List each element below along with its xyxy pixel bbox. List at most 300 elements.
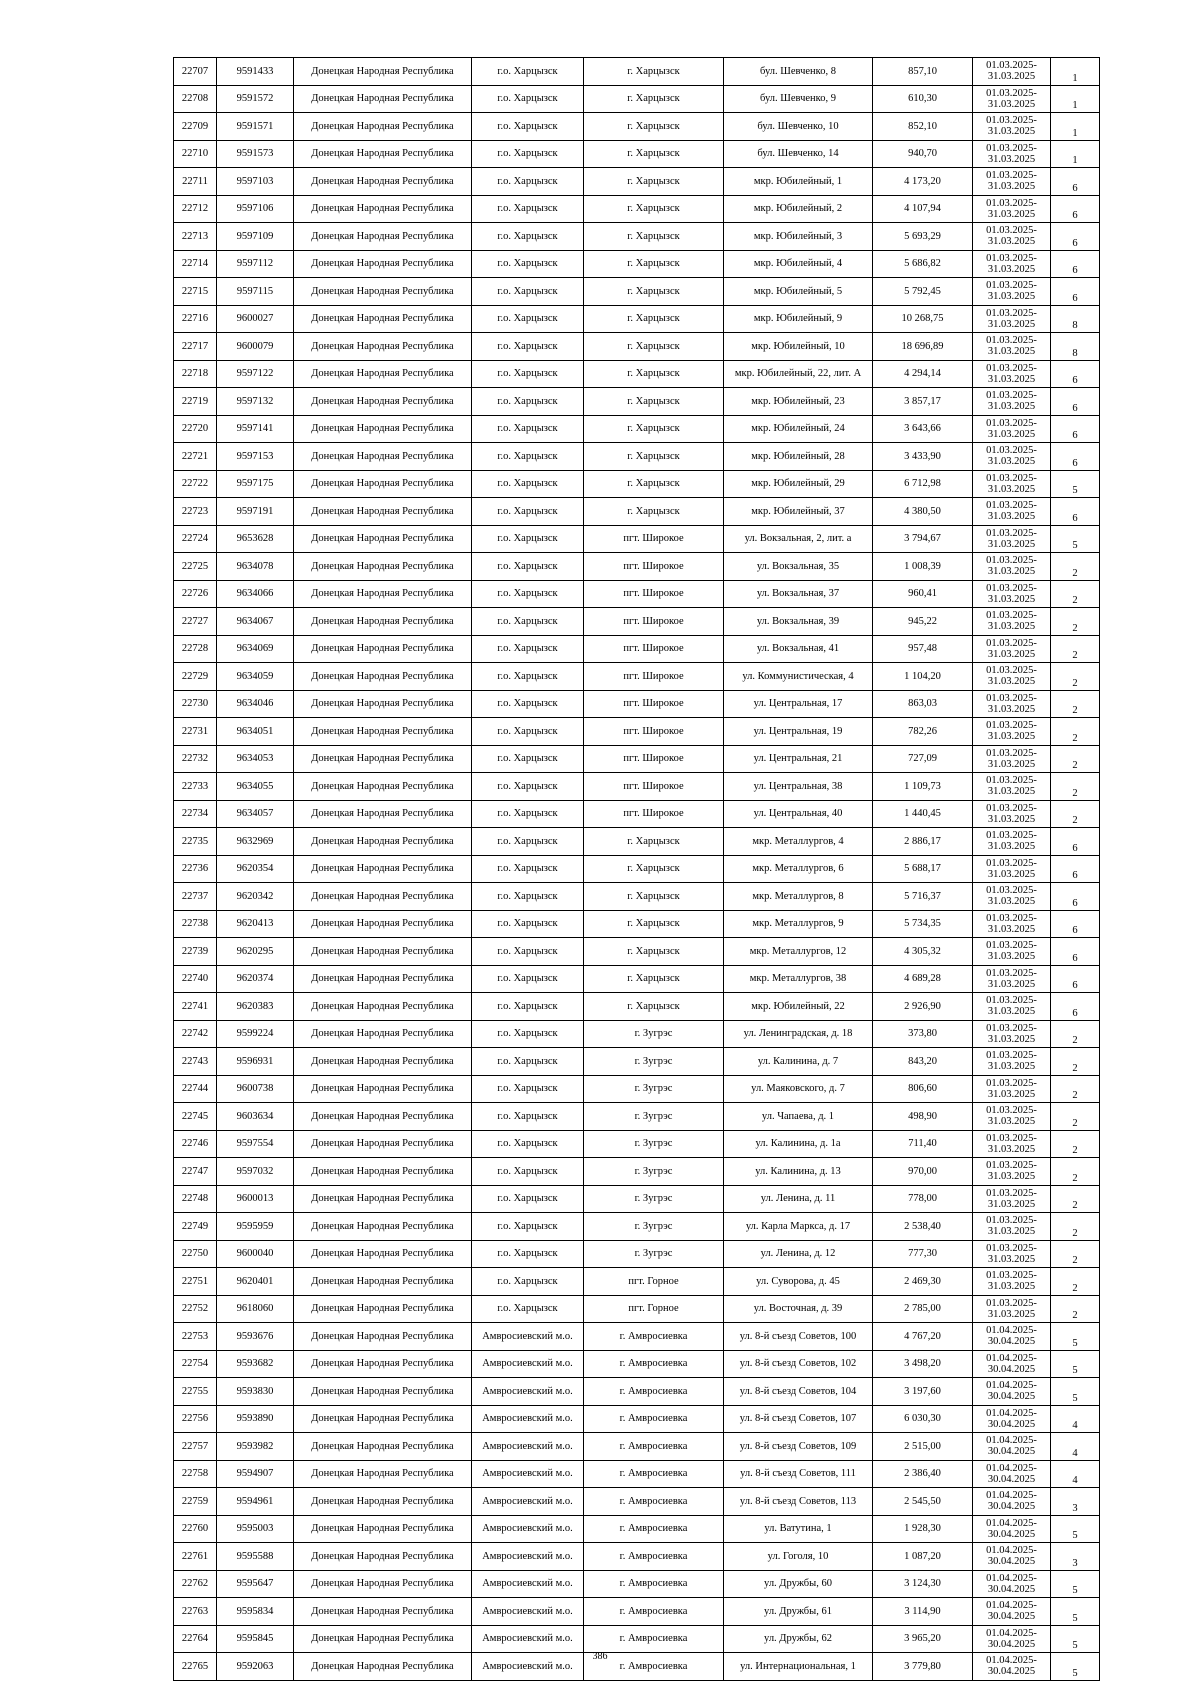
district-cell: г.о. Харцызск (472, 140, 584, 168)
region-cell: Донецкая Народная Республика (294, 1625, 472, 1653)
count-cell: 6 (1051, 993, 1100, 1021)
region-cell: Донецкая Народная Республика (294, 828, 472, 856)
period-cell (973, 223, 1051, 251)
region-cell: Донецкая Народная Республика (294, 800, 472, 828)
count-cell: 2 (1051, 1020, 1100, 1048)
count-cell: 5 (1051, 470, 1100, 498)
period-start: 01.04.2025- (986, 1462, 1037, 1474)
row-number-cell: 22729 (174, 663, 217, 691)
settlement-cell: г. Амвросиевка (584, 1543, 724, 1571)
period-start: 01.03.2025- (986, 995, 1037, 1007)
district-cell: г.о. Харцызск (472, 1185, 584, 1213)
count-cell: 2 (1051, 553, 1100, 581)
address-cell: мкр. Юбилейный, 37 (724, 498, 873, 526)
area-cell: 970,00 (873, 1158, 973, 1186)
region-cell: Донецкая Народная Республика (294, 1020, 472, 1048)
period-start: 01.03.2025- (986, 280, 1037, 292)
row-number-cell: 22751 (174, 1268, 217, 1296)
address-cell: мкр. Юбилейный, 1 (724, 168, 873, 196)
object-code-cell: 9593982 (217, 1433, 294, 1461)
object-code-cell: 9591571 (217, 113, 294, 141)
period-cell (973, 690, 1051, 718)
address-cell: мкр. Металлургов, 12 (724, 938, 873, 966)
district-cell: г.о. Харцызск (472, 333, 584, 361)
settlement-cell: пгт. Широкое (584, 718, 724, 746)
object-code-cell: 9597554 (217, 1130, 294, 1158)
region-cell: Донецкая Народная Республика (294, 718, 472, 746)
row-number-cell: 22740 (174, 965, 217, 993)
count-cell: 5 (1051, 1653, 1100, 1681)
period-cell (973, 1103, 1051, 1131)
period-end: 31.03.2025 (987, 1143, 1036, 1155)
object-code-cell: 9597122 (217, 360, 294, 388)
table-row (174, 718, 1100, 746)
period-cell (973, 1625, 1051, 1653)
period-end: 30.04.2025 (987, 1556, 1036, 1568)
period-end: 31.03.2025 (987, 318, 1036, 330)
period-end: 31.03.2025 (987, 703, 1036, 715)
period-start: 01.03.2025- (986, 1187, 1037, 1199)
district-cell: Амвросиевский м.о. (472, 1625, 584, 1653)
district-cell: г.о. Харцызск (472, 113, 584, 141)
region-cell: Донецкая Народная Республика (294, 498, 472, 526)
period-start: 01.03.2025- (986, 307, 1037, 319)
address-cell: мкр. Юбилейный, 3 (724, 223, 873, 251)
period-end: 31.03.2025 (987, 676, 1036, 688)
district-cell: г.о. Харцызск (472, 415, 584, 443)
period-cell (973, 1323, 1051, 1351)
settlement-cell: пгт. Широкое (584, 635, 724, 663)
table-row (174, 195, 1100, 223)
period-start: 01.04.2025- (986, 1435, 1037, 1447)
count-cell: 6 (1051, 168, 1100, 196)
address-cell: ул. Центральная, 38 (724, 773, 873, 801)
area-cell: 6 030,30 (873, 1405, 973, 1433)
district-cell: г.о. Харцызск (472, 1295, 584, 1323)
district-cell: г.о. Харцызск (472, 278, 584, 306)
row-number-cell: 22756 (174, 1405, 217, 1433)
settlement-cell: г. Амвросиевка (584, 1378, 724, 1406)
object-code-cell: 9597175 (217, 470, 294, 498)
object-code-cell: 9594961 (217, 1488, 294, 1516)
table-row (174, 993, 1100, 1021)
address-cell: ул. Ленинградская, д. 18 (724, 1020, 873, 1048)
count-cell: 5 (1051, 1323, 1100, 1351)
period-end: 31.03.2025 (987, 1061, 1036, 1073)
row-number-cell: 22765 (174, 1653, 217, 1681)
address-cell: мкр. Металлургов, 4 (724, 828, 873, 856)
settlement-cell: г. Амвросиевка (584, 1515, 724, 1543)
region-cell: Донецкая Народная Республика (294, 745, 472, 773)
count-cell: 2 (1051, 580, 1100, 608)
object-code-cell: 9600027 (217, 305, 294, 333)
area-cell: 1 440,45 (873, 800, 973, 828)
address-cell: бул. Шевченко, 8 (724, 58, 873, 86)
table-row (174, 1598, 1100, 1626)
district-cell: Амвросиевский м.о. (472, 1598, 584, 1626)
table-row (174, 1103, 1100, 1131)
count-cell: 5 (1051, 1378, 1100, 1406)
count-cell: 2 (1051, 1130, 1100, 1158)
row-number-cell: 22759 (174, 1488, 217, 1516)
district-cell: г.о. Харцызск (472, 800, 584, 828)
address-cell: мкр. Металлургов, 9 (724, 910, 873, 938)
district-cell: г.о. Харцызск (472, 1103, 584, 1131)
period-start: 01.04.2025- (986, 1380, 1037, 1392)
region-cell: Донецкая Народная Республика (294, 85, 472, 113)
period-start: 01.03.2025- (986, 1160, 1037, 1172)
period-cell (973, 773, 1051, 801)
area-cell: 6 712,98 (873, 470, 973, 498)
period-cell (973, 443, 1051, 471)
object-code-cell: 9600738 (217, 1075, 294, 1103)
object-code-cell: 9634053 (217, 745, 294, 773)
address-cell: бул. Шевченко, 9 (724, 85, 873, 113)
table-row (174, 608, 1100, 636)
row-number-cell: 22762 (174, 1570, 217, 1598)
settlement-cell: г. Харцызск (584, 305, 724, 333)
count-cell: 2 (1051, 1075, 1100, 1103)
region-cell: Донецкая Народная Республика (294, 1130, 472, 1158)
period-start: 01.03.2025- (986, 720, 1037, 732)
period-end: 31.03.2025 (987, 1033, 1036, 1045)
region-cell: Донецкая Народная Республика (294, 1185, 472, 1213)
district-cell: г.о. Харцызск (472, 85, 584, 113)
address-cell: ул. Ленина, д. 12 (724, 1240, 873, 1268)
row-number-cell: 22746 (174, 1130, 217, 1158)
settlement-cell: г. Амвросиевка (584, 1323, 724, 1351)
period-end: 30.04.2025 (987, 1583, 1036, 1595)
period-end: 30.04.2025 (987, 1666, 1036, 1678)
table-row (174, 470, 1100, 498)
period-start: 01.03.2025- (986, 555, 1037, 567)
row-number-cell: 22722 (174, 470, 217, 498)
district-cell: г.о. Харцызск (472, 910, 584, 938)
object-code-cell: 9634067 (217, 608, 294, 636)
region-cell: Донецкая Народная Республика (294, 580, 472, 608)
region-cell: Донецкая Народная Республика (294, 1433, 472, 1461)
settlement-cell: пгт. Горное (584, 1268, 724, 1296)
period-start: 01.03.2025- (986, 1270, 1037, 1282)
table-body (174, 58, 1100, 1681)
period-start: 01.03.2025- (986, 885, 1037, 897)
object-code-cell: 9592063 (217, 1653, 294, 1681)
count-cell: 5 (1051, 1515, 1100, 1543)
period-start: 01.03.2025- (986, 1242, 1037, 1254)
area-cell: 10 268,75 (873, 305, 973, 333)
region-cell: Донецкая Народная Республика (294, 1295, 472, 1323)
area-cell: 3 643,66 (873, 415, 973, 443)
object-code-cell: 9620374 (217, 965, 294, 993)
row-number-cell: 22707 (174, 58, 217, 86)
address-cell: мкр. Юбилейный, 4 (724, 250, 873, 278)
area-cell: 5 688,17 (873, 855, 973, 883)
area-cell: 778,00 (873, 1185, 973, 1213)
region-cell: Донецкая Народная Республика (294, 140, 472, 168)
period-end: 31.03.2025 (987, 98, 1036, 110)
settlement-cell: пгт. Широкое (584, 525, 724, 553)
table-row (174, 1158, 1100, 1186)
address-cell: мкр. Металлургов, 6 (724, 855, 873, 883)
count-cell: 6 (1051, 195, 1100, 223)
period-end: 30.04.2025 (987, 1391, 1036, 1403)
row-number-cell: 22728 (174, 635, 217, 663)
region-cell: Донецкая Народная Республика (294, 1075, 472, 1103)
period-start: 01.03.2025- (986, 170, 1037, 182)
district-cell: Амвросиевский м.о. (472, 1323, 584, 1351)
period-start: 01.03.2025- (986, 335, 1037, 347)
settlement-cell: г. Зугрэс (584, 1240, 724, 1268)
region-cell: Донецкая Народная Республика (294, 635, 472, 663)
row-number-cell: 22708 (174, 85, 217, 113)
address-cell: ул. 8-й съезд Советов, 104 (724, 1378, 873, 1406)
area-cell: 806,60 (873, 1075, 973, 1103)
object-code-cell: 9632969 (217, 828, 294, 856)
row-number-cell: 22735 (174, 828, 217, 856)
region-cell: Донецкая Народная Республика (294, 553, 472, 581)
row-number-cell: 22761 (174, 1543, 217, 1571)
address-cell: мкр. Юбилейный, 5 (724, 278, 873, 306)
period-end: 31.03.2025 (987, 346, 1036, 358)
row-number-cell: 22725 (174, 553, 217, 581)
address-cell: ул. 8-й съезд Советов, 102 (724, 1350, 873, 1378)
count-cell: 6 (1051, 855, 1100, 883)
period-cell (973, 553, 1051, 581)
period-end: 31.03.2025 (987, 428, 1036, 440)
address-cell: ул. Чапаева, д. 1 (724, 1103, 873, 1131)
row-number-cell: 22709 (174, 113, 217, 141)
period-end: 31.03.2025 (987, 153, 1036, 165)
count-cell: 6 (1051, 278, 1100, 306)
period-start: 01.03.2025- (986, 362, 1037, 374)
period-start: 01.03.2025- (986, 775, 1037, 787)
address-cell: ул. Гоголя, 10 (724, 1543, 873, 1571)
row-number-cell: 22745 (174, 1103, 217, 1131)
period-cell (973, 1268, 1051, 1296)
district-cell: г.о. Харцызск (472, 773, 584, 801)
count-cell: 4 (1051, 1405, 1100, 1433)
period-cell (973, 1020, 1051, 1048)
area-cell: 5 734,35 (873, 910, 973, 938)
table-row (174, 85, 1100, 113)
table-row (174, 333, 1100, 361)
count-cell: 2 (1051, 773, 1100, 801)
period-end: 30.04.2025 (987, 1446, 1036, 1458)
area-cell: 945,22 (873, 608, 973, 636)
area-cell: 18 696,89 (873, 333, 973, 361)
region-cell: Донецкая Народная Республика (294, 58, 472, 86)
area-cell: 3 857,17 (873, 388, 973, 416)
settlement-cell: пгт. Широкое (584, 553, 724, 581)
object-code-cell: 9597132 (217, 388, 294, 416)
region-cell: Донецкая Народная Республика (294, 1598, 472, 1626)
count-cell: 2 (1051, 1158, 1100, 1186)
period-start: 01.03.2025- (986, 940, 1037, 952)
count-cell: 6 (1051, 910, 1100, 938)
settlement-cell: пгт. Широкое (584, 663, 724, 691)
region-cell: Донецкая Народная Республика (294, 1515, 472, 1543)
count-cell: 6 (1051, 360, 1100, 388)
settlement-cell: г. Харцызск (584, 498, 724, 526)
row-number-cell: 22712 (174, 195, 217, 223)
settlement-cell: г. Харцызск (584, 415, 724, 443)
table-row (174, 1020, 1100, 1048)
settlement-cell: г. Зугрэс (584, 1020, 724, 1048)
count-cell: 1 (1051, 113, 1100, 141)
count-cell: 2 (1051, 1240, 1100, 1268)
region-cell: Донецкая Народная Республика (294, 1570, 472, 1598)
period-end: 31.03.2025 (987, 511, 1036, 523)
period-start: 01.03.2025- (986, 1022, 1037, 1034)
region-cell: Донецкая Народная Республика (294, 773, 472, 801)
object-code-cell: 9593830 (217, 1378, 294, 1406)
district-cell: Амвросиевский м.о. (472, 1460, 584, 1488)
period-start: 01.03.2025- (986, 60, 1037, 72)
period-end: 30.04.2025 (987, 1473, 1036, 1485)
address-cell: ул. Суворова, д. 45 (724, 1268, 873, 1296)
object-code-cell: 9634057 (217, 800, 294, 828)
region-cell: Донецкая Народная Республика (294, 1240, 472, 1268)
address-cell: ул. Центральная, 40 (724, 800, 873, 828)
period-end: 31.03.2025 (987, 896, 1036, 908)
settlement-cell: г. Харцызск (584, 993, 724, 1021)
period-cell (973, 250, 1051, 278)
period-end: 30.04.2025 (987, 1528, 1036, 1540)
area-cell: 852,10 (873, 113, 973, 141)
period-start: 01.03.2025- (986, 1077, 1037, 1089)
period-cell (973, 498, 1051, 526)
table-row (174, 525, 1100, 553)
address-cell: мкр. Металлургов, 8 (724, 883, 873, 911)
table-row (174, 388, 1100, 416)
count-cell: 8 (1051, 305, 1100, 333)
period-cell (973, 1240, 1051, 1268)
area-cell: 1 087,20 (873, 1543, 973, 1571)
period-end: 31.03.2025 (987, 1281, 1036, 1293)
district-cell: г.о. Харцызск (472, 828, 584, 856)
period-start: 01.04.2025- (986, 1572, 1037, 1584)
period-cell (973, 1405, 1051, 1433)
address-cell: бул. Шевченко, 14 (724, 140, 873, 168)
district-cell: Амвросиевский м.о. (472, 1515, 584, 1543)
row-number-cell: 22744 (174, 1075, 217, 1103)
row-number-cell: 22726 (174, 580, 217, 608)
period-start: 01.04.2025- (986, 1325, 1037, 1337)
area-cell: 4 294,14 (873, 360, 973, 388)
area-cell: 5 716,37 (873, 883, 973, 911)
period-cell (973, 1488, 1051, 1516)
count-cell: 2 (1051, 1185, 1100, 1213)
settlement-cell: пгт. Широкое (584, 773, 724, 801)
district-cell: Амвросиевский м.о. (472, 1570, 584, 1598)
period-cell (973, 800, 1051, 828)
settlement-cell: г. Амвросиевка (584, 1598, 724, 1626)
area-cell: 5 693,29 (873, 223, 973, 251)
settlement-cell: г. Амвросиевка (584, 1625, 724, 1653)
address-cell: ул. Центральная, 21 (724, 745, 873, 773)
period-start: 01.03.2025- (986, 1050, 1037, 1062)
count-cell: 8 (1051, 333, 1100, 361)
period-start: 01.03.2025- (986, 1105, 1037, 1117)
object-code-cell: 9634051 (217, 718, 294, 746)
address-cell: ул. Калинина, д. 13 (724, 1158, 873, 1186)
table-row (174, 635, 1100, 663)
period-cell (973, 388, 1051, 416)
row-number-cell: 22739 (174, 938, 217, 966)
period-cell (973, 278, 1051, 306)
count-cell: 5 (1051, 1598, 1100, 1626)
count-cell: 2 (1051, 800, 1100, 828)
count-cell: 5 (1051, 1570, 1100, 1598)
area-cell: 4 305,32 (873, 938, 973, 966)
settlement-cell: г. Харцызск (584, 470, 724, 498)
table-row (174, 800, 1100, 828)
area-cell: 4 107,94 (873, 195, 973, 223)
table-row (174, 223, 1100, 251)
count-cell: 4 (1051, 1460, 1100, 1488)
period-cell (973, 415, 1051, 443)
district-cell: г.о. Харцызск (472, 388, 584, 416)
count-cell: 6 (1051, 938, 1100, 966)
region-cell: Донецкая Народная Республика (294, 250, 472, 278)
settlement-cell: г. Амвросиевка (584, 1405, 724, 1433)
table-row (174, 1543, 1100, 1571)
address-cell: ул. 8-й съезд Советов, 109 (724, 1433, 873, 1461)
period-end: 31.03.2025 (987, 1006, 1036, 1018)
address-cell: ул. Маяковского, д. 7 (724, 1075, 873, 1103)
period-cell (973, 113, 1051, 141)
settlement-cell: г. Амвросиевка (584, 1653, 724, 1681)
count-cell: 2 (1051, 1103, 1100, 1131)
district-cell: г.о. Харцызск (472, 1268, 584, 1296)
address-cell: ул. Дружбы, 60 (724, 1570, 873, 1598)
object-code-cell: 9597153 (217, 443, 294, 471)
district-cell: Амвросиевский м.о. (472, 1543, 584, 1571)
district-cell: Амвросиевский м.о. (472, 1653, 584, 1681)
period-start: 01.03.2025- (986, 637, 1037, 649)
district-cell: г.о. Харцызск (472, 58, 584, 86)
region-cell: Донецкая Народная Республика (294, 1543, 472, 1571)
district-cell: г.о. Харцызск (472, 525, 584, 553)
period-cell (973, 883, 1051, 911)
period-end: 31.03.2025 (987, 841, 1036, 853)
period-end: 31.03.2025 (987, 621, 1036, 633)
object-code-cell: 9600013 (217, 1185, 294, 1213)
period-end: 31.03.2025 (987, 126, 1036, 138)
address-cell: ул. Калинина, д. 1а (724, 1130, 873, 1158)
period-end: 30.04.2025 (987, 1501, 1036, 1513)
period-end: 30.04.2025 (987, 1611, 1036, 1623)
area-cell: 3 114,90 (873, 1598, 973, 1626)
address-cell: мкр. Юбилейный, 29 (724, 470, 873, 498)
table-row (174, 1405, 1100, 1433)
table-row (174, 663, 1100, 691)
settlement-cell: г. Харцызск (584, 333, 724, 361)
district-cell: г.о. Харцызск (472, 305, 584, 333)
object-code-cell: 9595845 (217, 1625, 294, 1653)
district-cell: г.о. Харцызск (472, 993, 584, 1021)
region-cell: Донецкая Народная Республика (294, 278, 472, 306)
period-end: 31.03.2025 (987, 868, 1036, 880)
period-start: 01.04.2025- (986, 1627, 1037, 1639)
period-cell (973, 333, 1051, 361)
table-row (174, 113, 1100, 141)
object-code-cell: 9634046 (217, 690, 294, 718)
settlement-cell: г. Амвросиевка (584, 1460, 724, 1488)
table-row (174, 1268, 1100, 1296)
table-row (174, 1130, 1100, 1158)
region-cell: Донецкая Народная Республика (294, 965, 472, 993)
